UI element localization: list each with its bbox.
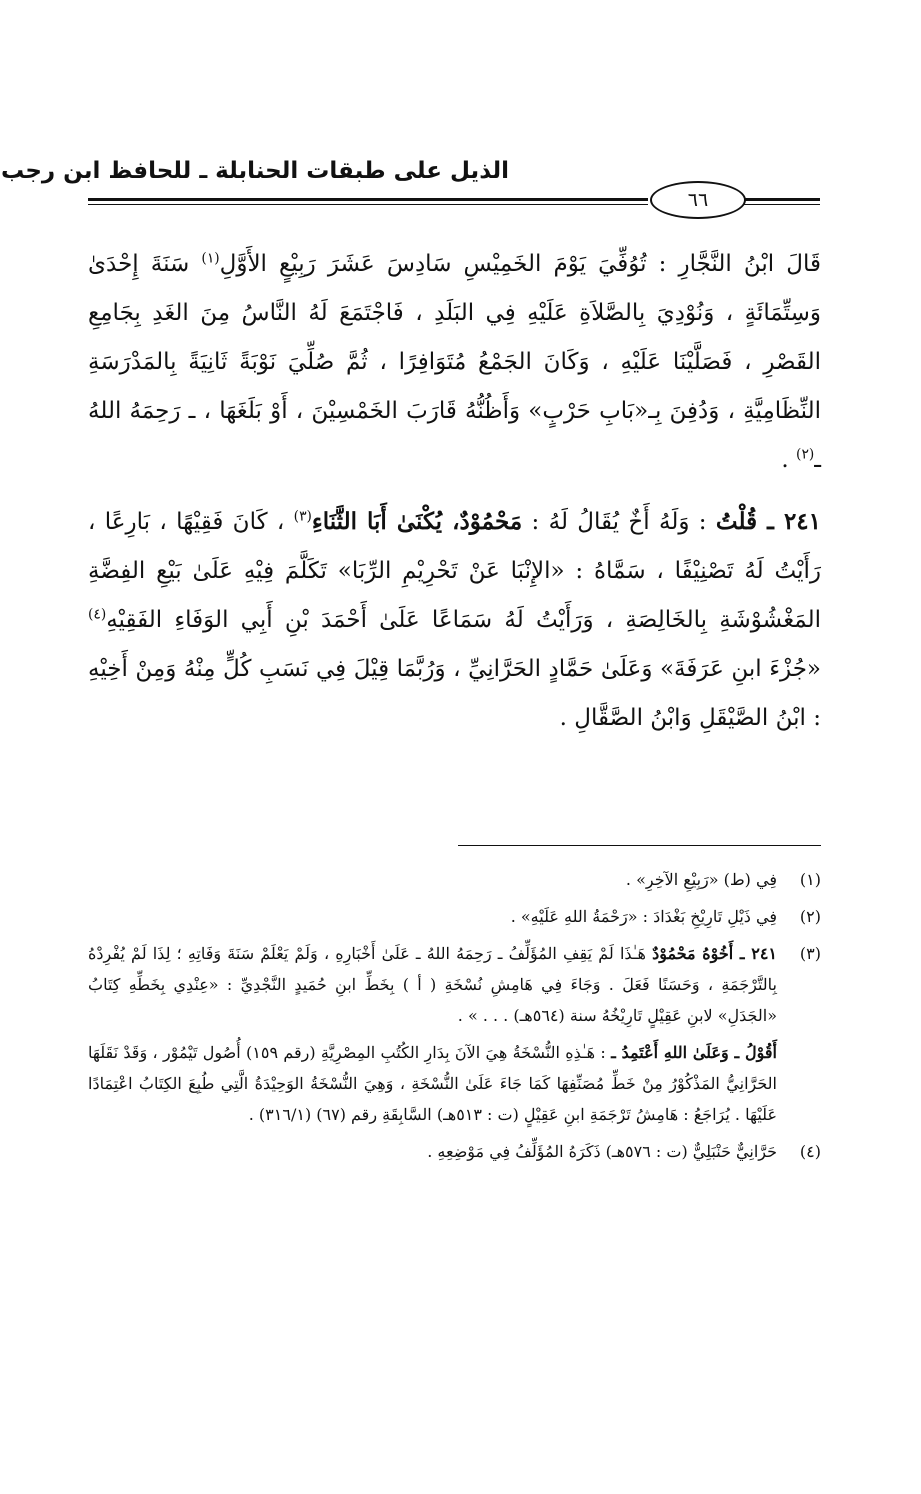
footnote-ref-1: (١) bbox=[201, 250, 220, 267]
p2-text-b: ، كَانَ فَقِيْهًا ، بَارِعًا ، رَأَيْتُ لَهُ تَصْنِيْفًا ، سَمَّاهُ : «الإِنْبَا عَنْ تَحْرِيْمِ الرِّبَا» تَكَلَّمَ فِيْهِ عَلَىٰ بَيْعِ الفِضَّةِ المَغْشُوْشَةِ بِالخَالِصَةِ ، وَرَأَيْتُ لَهُ سَمَاعًا عَلَىٰ أَحْمَدَ بْنِ أَبِي الوَفَاءِ الفَقِيْهِ bbox=[88, 509, 821, 633]
footnote-bold-lead: ٢٤١ ـ أَخُوْهُ مَحْمُوْدٌ bbox=[652, 944, 778, 963]
footnote-number: (٣) bbox=[799, 944, 821, 963]
footnote-text: فِي ذَيْلِ تَارِيْخِ بَغْدَادَ : «رَحْمَةُ اللهِ عَلَيْهِ» . bbox=[510, 907, 777, 926]
paragraph-2 bbox=[88, 497, 821, 743]
page-number: ٦٦ bbox=[650, 181, 746, 219]
p2-text-a: : وَلَهُ أَخٌ يُقَالُ لَهُ : bbox=[522, 509, 716, 535]
footnote-number: (٢) bbox=[799, 907, 821, 926]
footnote-3-continuation bbox=[88, 1037, 821, 1130]
footnote-1 bbox=[88, 864, 821, 895]
qult-word: قُلْتُ bbox=[715, 508, 768, 535]
paragraph-1 bbox=[88, 240, 821, 485]
p2-text-c: «جُزْءَ ابنِ عَرَفَةَ» وَعَلَىٰ حَمَّادٍ الحَرَّانِيِّ ، وَرُبَّمَا قِيْلَ فِي نَسَبِ كُلٍّ مِنْهُ وَمِنْ أَخِيْهِ : ابْنُ الصَّيْقَلِ وَابْنُ الصَّقَّالِ . bbox=[88, 656, 821, 731]
footnotes bbox=[88, 864, 821, 1173]
footnote-text: فِي (ط) «رَبِيْعِ الآخِرِ» . bbox=[625, 870, 777, 889]
footnote-ref-2: (٢) bbox=[796, 446, 815, 463]
running-title: الذيل على طبقات الحنابلة ـ للحافظ ابن رجب bbox=[0, 158, 509, 184]
footnote-ref-4: (٤) bbox=[88, 606, 107, 623]
entry-number: ٢٤١ ـ bbox=[767, 508, 822, 535]
footnote-ref-3: (٣) bbox=[293, 508, 312, 525]
footnote-body: هَـٰذَا لَمْ يَقِفِ المُؤَلِّفُ ـ رَحِمَهُ اللهُ ـ عَلَىٰ أَخْبَارِهِ ، وَلَمْ يَعْلَمْ سَنَةَ وَفَاتِهِ ؛ لِذَا لَمْ يُفْرِدْهُ بِالتَّرْجَمَةِ ، وَحَسَنًا فَعَلَ . وَجَاءَ فِي هَامِشِ نُسْخَةِ ( أ ) بِخَطِّ ابنِ حُمَيدٍ النَّجْدِيِّ : «عِنْدِي بِخَطِّهِ كِتَابُ «الجَدَلِ» لابنِ عَقِيْلٍ تَارِيْخُهُ سنة (٥٦٤هـ) . . . » . bbox=[88, 944, 777, 1025]
header-rule-left bbox=[88, 198, 648, 205]
footnote-2 bbox=[88, 901, 821, 932]
main-text bbox=[88, 240, 821, 743]
footnote-separator bbox=[458, 845, 821, 846]
p1-text-c: . bbox=[781, 447, 797, 473]
footnote-text bbox=[88, 938, 777, 1031]
header-rule-right bbox=[744, 198, 820, 205]
person-name: مَحْمُوْدٌ، يُكْنَىٰ أَبَا الثَّنَاءِ bbox=[311, 508, 523, 535]
footnote-cont-body: : هَـٰذِهِ النُّسْخَةُ هِيَ الآنَ بِدَارِ الكُتُبِ المِصْرِيَّةِ (رقم ١٥٩) أُصُول تَيْمُوْر ، وَقَدْ نَقَلَهَا الحَرَّانِيُّ المَذْكُوْرُ مِنْ خَطِّ مُصَنِّفِهَا كَمَا جَاءَ عَلَىٰ النُّسْخَةِ ، وَهِيَ النُّسْخَةُ الوَحِيْدَةُ الَّتِي طُبِعَ الكِتَابُ اعْتِمَادًا عَلَيْهَا . يُرَاجَعُ : هَامِشُ تَرْجَمَةِ ابنِ عَقِيْلٍ (ت : ٥١٣هـ) السَّابِقَةِ رقم (٦٧) (٣١٦/١) . bbox=[88, 1043, 777, 1124]
footnote-number: (٤) bbox=[799, 1142, 821, 1161]
footnote-bold-aqul: أَقُوْلُ ـ وَعَلَىٰ اللهِ أَعْتَمِدُ ـ bbox=[611, 1043, 778, 1062]
p1-text-a: قَالَ ابْنُ النَّجَّارِ : تُوُفِّيَ يَوْمَ الخَمِيْسِ سَادِسَ عَشَرَ رَبِيْعٍ الأَوَّلِ bbox=[219, 251, 821, 277]
p1-text-b: سَنَةَ إِحْدَىٰ وَسِتِّمَائَةٍ ، وَنُوْدِيَ بِالصَّلاَةِ عَلَيْهِ فِي البَلَدِ ، فَاجْتَمَعَ لَهُ النَّاسُ مِنَ الغَدِ بِجَامِعِ القَصْرِ ، فَصَلَّيْنَا عَلَيْهِ ، وَكَانَ الجَمْعُ مُتَوَافِرًا ، ثُمَّ صُلِّيَ نَوْبَةً ثَانِيَةً بِالمَدْرَسَةِ النِّظَامِيَّةِ ، وَدُفِنَ بِـ«بَابِ حَرْبٍ» وَأَظُنُّهُ قَارَبَ الخَمْسِيْنَ ، أَوْ بَلَغَهَا ، ـ رَحِمَهُ اللهُ ـ bbox=[88, 251, 821, 473]
footnote-4 bbox=[88, 1136, 821, 1167]
footnote-number: (١) bbox=[799, 870, 821, 889]
footnote-text: حَرَّانِيٌّ حَنْبَلِيٌّ (ت : ٥٧٦هـ) ذَكَرَهُ المُؤَلِّفُ فِي مَوْضِعِهِ . bbox=[427, 1142, 777, 1161]
footnote-3 bbox=[88, 938, 821, 1031]
